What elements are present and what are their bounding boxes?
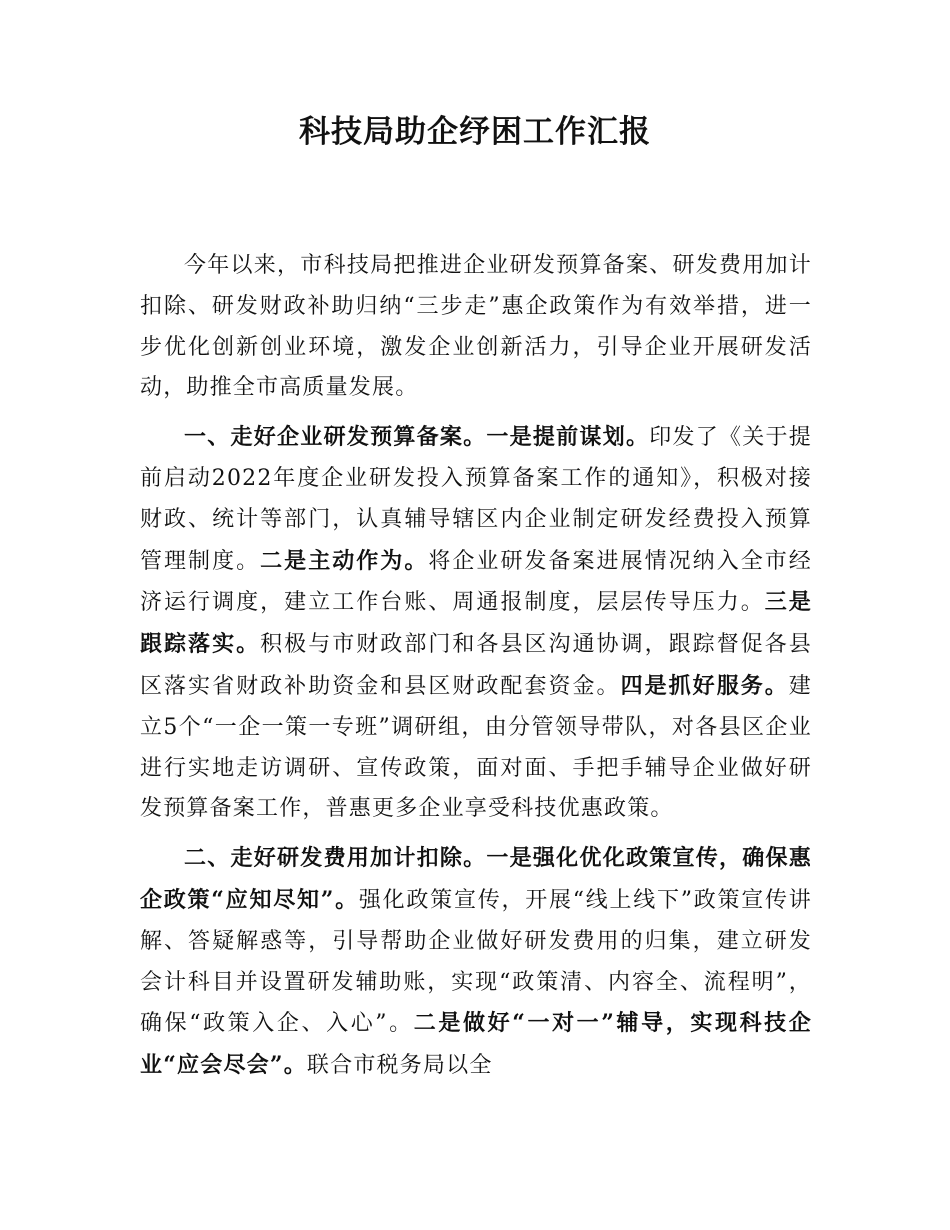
section-heading: 二、走好研发费用加计扣除。	[184, 845, 487, 872]
document-body	[140, 246, 812, 1095]
point-heading: 一是强化优化政策宣传，确保惠企政策“应知尽知”。	[140, 845, 812, 913]
paragraph-section-2	[140, 838, 812, 1087]
point-heading: 一是提前谋划。	[486, 424, 650, 451]
paragraph-text: 将企业研发备案进展情况纳入全市经济运行调度，建立工作台账、周通报制度，层层传导压力。	[140, 548, 812, 616]
point-heading: 二是主动作为。	[260, 547, 429, 574]
document-title: 科技局助企纾困工作汇报	[299, 114, 651, 150]
paragraph-text: 建立5个“一企一策一专班”调研组，由分管领导带队，对各县区企业进行实地走访调研、宣传政策，面对面、手把手辅导企业做好研发预算备案工作，普惠更多企业享受科技优惠政策。	[140, 673, 812, 822]
point-heading: 四是抓好服务。	[620, 672, 789, 699]
section-heading: 一、走好企业研发预算备案。	[184, 424, 487, 451]
paragraph-intro	[140, 246, 812, 409]
paragraph-text: 今年以来，市科技局把推进企业研发预算备案、研发费用加计扣除、研发财政补助归纳“三步走”惠企政策作为有效举措，进一步优化创新创业环境，激发企业创新活力，引导企业开展研发活动，助推全市高质量发展。	[140, 253, 812, 401]
paragraph-text: 积极与市财政部门和各县区沟通协调，跟踪督促各县区落实省财政补助资金和县区财政配套资金。	[140, 632, 812, 699]
paragraph-section-1	[140, 417, 812, 830]
paragraph-text: 印发了《关于提前启动2022年度企业研发投入预算备案工作的通知》，积极对接财政、统计等部门，认真辅导辖区内企业制定研发经费投入预算管理制度。	[140, 425, 812, 574]
paragraph-text: 强化政策宣传，开展“线上线下”政策宣传讲解、答疑解惑等，引导帮助企业做好研发费用的归集，建立研发会计科目并设置研发辅助账，实现“政策清、内容全、流程明”，确保“政策入企、入心”。	[140, 887, 813, 1037]
point-heading: 三是跟踪落实。	[140, 589, 812, 658]
paragraph-text: 联合市税务局以全	[306, 1053, 493, 1079]
point-heading: 二是做好“一对一”辅导，实现科技企业“应会尽会”。	[140, 1010, 812, 1079]
